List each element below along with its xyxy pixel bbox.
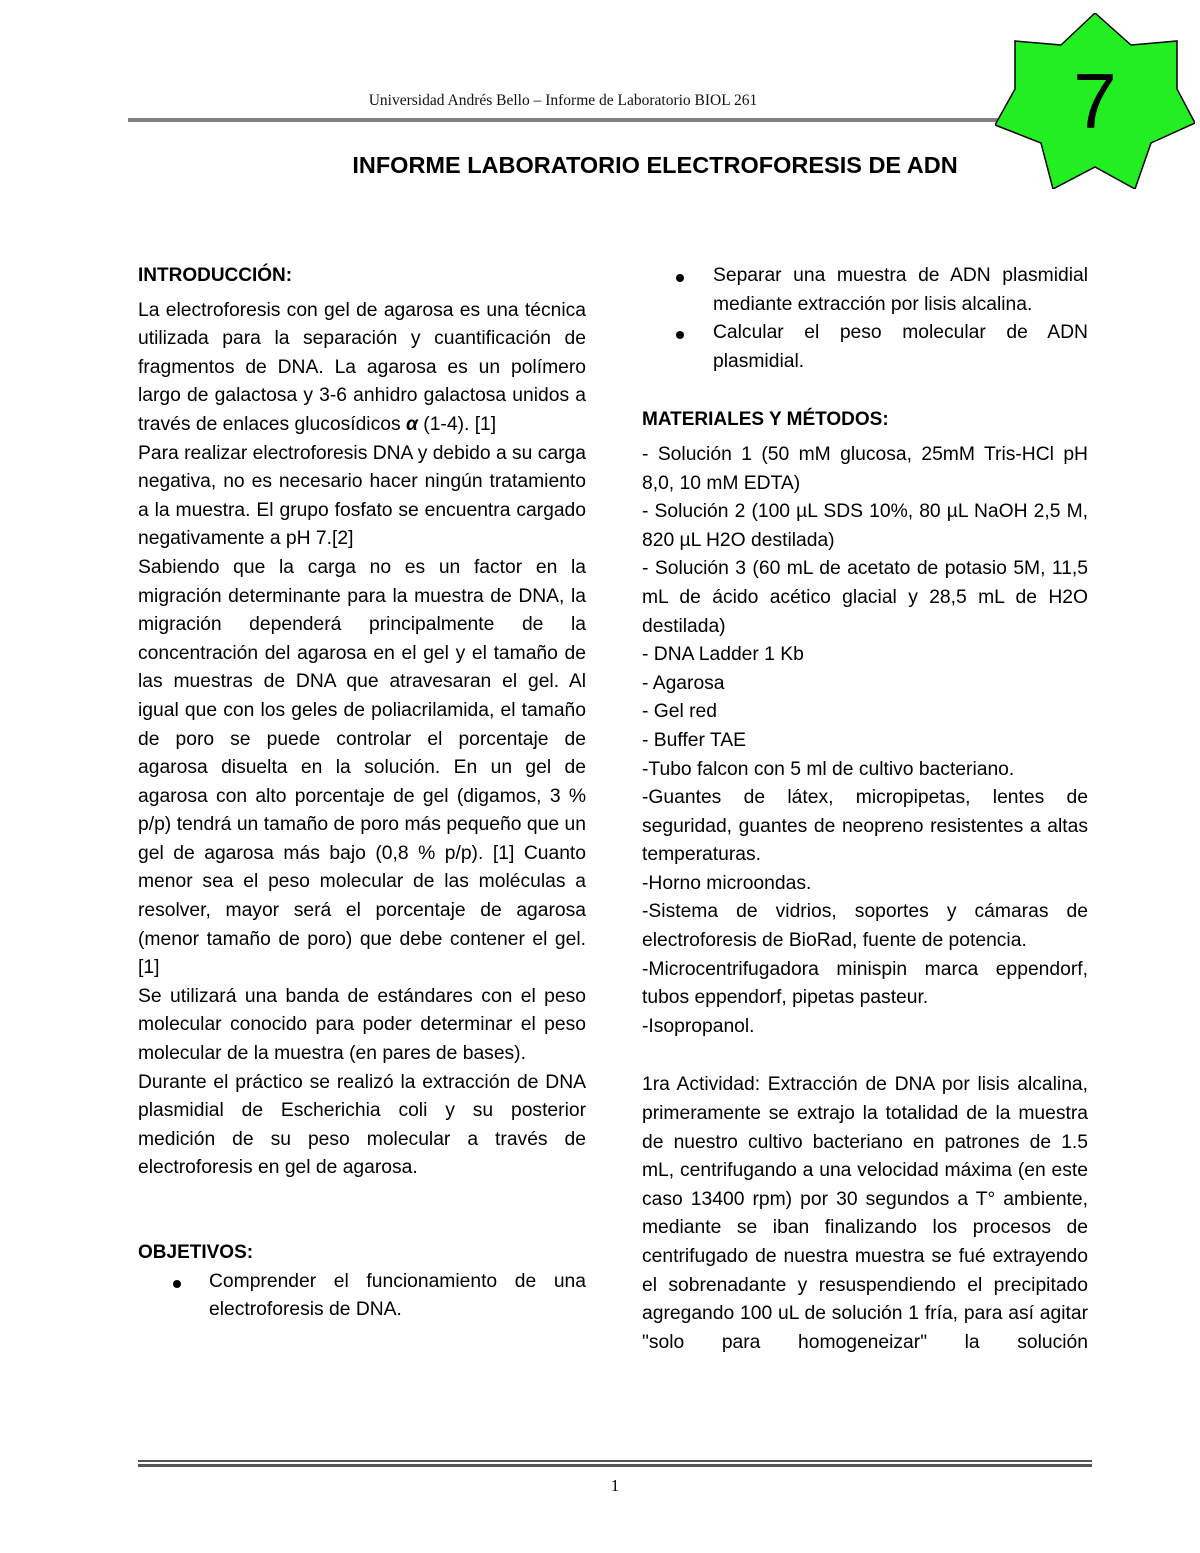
activity-1-paragraph: 1ra Actividad: Extracción de DNA por lisis alcalina, primeramente se extrajo la totalidad de la muestra de nuestro cultivo bacteriano en patrones de 1.5 mL, centrifugando a una velocidad máxima (en este caso 13400 rpm) por 30 segundos a T° ambiente, mediante se iban finalizando los procesos de centrifugado de nuestra muestra se fué extrayendo el sobrenadante y resuspendiendo el precipitado agregando 100 uL de solución 1 fría, para así agitar "solo para homogeneizar" la solución bbox=[642, 1074, 1088, 1353]
document-title: INFORME LABORATORIO ELECTROFORESIS DE ADN bbox=[352, 152, 958, 178]
right-column bbox=[642, 262, 1088, 1357]
page-number: 1 bbox=[610, 1476, 620, 1495]
running-header: Universidad Andrés Bello – Informe de Laboratorio BIOL 261 bbox=[368, 92, 758, 109]
material-item: - Solución 3 (60 mL de acetato de potasio 5M, 11,5 mL de ácido acético glacial y 28,5 mL de H2O destilada) bbox=[642, 558, 1088, 637]
objective-text: Calcular el peso molecular de ADN plasmidial. bbox=[713, 322, 1088, 372]
material-item: - Solución 2 (100 µL SDS 10%, 80 µL NaOH 2,5 M, 820 µL H2O destilada) bbox=[642, 501, 1088, 551]
footer-rule bbox=[138, 1460, 1092, 1462]
footer-rule bbox=[138, 1464, 1092, 1467]
alpha-symbol: α bbox=[405, 413, 418, 435]
intro-paragraph-3: Sabiendo que la carga no es un factor en la migración determinante para la muestra de DNA, la migración dependerá principalmente de la concentración del agarosa en el gel y el tamaño de las muestras de DNA que atravesaran el gel. Al igual que con los geles de poliacrilamida, el tamaño de poro se puede controlar el porcentaje de agarosa disuelta en la solución. En un gel de agarosa con alto porcentaje de gel (digamos, 3 % p/p) tendrá un tamaño de poro más pequeño que un gel de agarosa más bajo (0,8 % p/p). [1] Cuanto menor sea el peso molecular de las moléculas a resolver, mayor será el porcentaje de agarosa (menor tamaño de poro) que debe contener el gel. [1] bbox=[138, 556, 586, 979]
objectives-list-continued bbox=[642, 262, 1088, 376]
material-item: -Tubo falcon con 5 ml de cultivo bacteriano. bbox=[642, 758, 1015, 780]
objectives-heading: OBJETIVOS: bbox=[138, 1242, 254, 1263]
left-column bbox=[138, 262, 586, 1325]
spacer bbox=[138, 1183, 586, 1239]
intro-paragraph-4: Se utilizará una banda de estándares con el peso molecular conocido para poder determinar el peso molecular de la muestra (en pares de bases). bbox=[138, 985, 586, 1065]
objectives-list bbox=[138, 1268, 586, 1325]
material-item: - Gel red bbox=[642, 701, 718, 723]
objective-text: Comprender el funcionamiento de una electroforesis de DNA. bbox=[209, 1270, 586, 1321]
material-item: - DNA Ladder 1 Kb bbox=[642, 644, 804, 666]
bullet-icon bbox=[676, 331, 684, 339]
intro-paragraph-2: Para realizar electroforesis DNA y debido a su carga negativa, no es necesario hacer ningún tratamiento a la muestra. El grupo fosfato se encuentra cargado negativamente a pH 7.[2] bbox=[138, 442, 586, 550]
material-item: - Solución 1 (50 mM glucosa, 25mM Tris-HCl pH 8,0, 10 mM EDTA) bbox=[642, 443, 1088, 494]
objective-text: Separar una muestra de ADN plasmidial mediante extracción por lisis alcalina. bbox=[713, 265, 1088, 315]
bullet-icon bbox=[676, 274, 684, 282]
materials-heading: MATERIALES Y MÉTODOS: bbox=[642, 409, 889, 431]
material-item: - Agarosa bbox=[642, 672, 725, 694]
intro-paragraph-1-text: La electroforesis con gel de agarosa es una técnica utilizada para la separación y cuantificación de fragmentos de DNA. La agarosa es un polímero largo de galactosa y 3-6 anhidro galactosa unidos a través de enlaces glucosídicos bbox=[138, 299, 586, 435]
intro-paragraph-5: Durante el práctico se realizó la extracción de DNA plasmidial de Escherichia coli y su posterior medición de su peso molecular a través de electroforesis en gel de agarosa. bbox=[138, 1071, 586, 1179]
bullet-icon bbox=[173, 1280, 181, 1288]
introduction-heading: INTRODUCCIÓN: bbox=[138, 265, 293, 286]
objective-item bbox=[642, 262, 1088, 319]
material-item: -Horno microondas. bbox=[642, 872, 812, 894]
materials-list bbox=[642, 441, 1088, 1041]
header-rule bbox=[128, 118, 1038, 122]
spacer bbox=[642, 376, 1088, 406]
intro-paragraph-1-end: (1-4). [1] bbox=[417, 413, 497, 435]
objective-item bbox=[138, 1268, 586, 1325]
material-item: -Sistema de vidrios, soportes y cámaras de electroforesis de BioRad, fuente de potencia. bbox=[642, 901, 1088, 952]
grade-number: 7 bbox=[1073, 57, 1117, 145]
intro-paragraph-1 bbox=[138, 297, 586, 440]
material-item: -Microcentrifugadora minispin marca eppendorf, tubos eppendorf, pipetas pasteur. bbox=[642, 958, 1088, 1009]
objective-item bbox=[642, 319, 1088, 376]
material-item: -Guantes de látex, micropipetas, lentes de seguridad, guantes de neopreno resistentes a altas temperaturas. bbox=[642, 787, 1088, 866]
material-item: -Isopropanol. bbox=[642, 1015, 755, 1037]
material-item: - Buffer TAE bbox=[642, 729, 746, 751]
spacer bbox=[642, 1041, 1088, 1071]
